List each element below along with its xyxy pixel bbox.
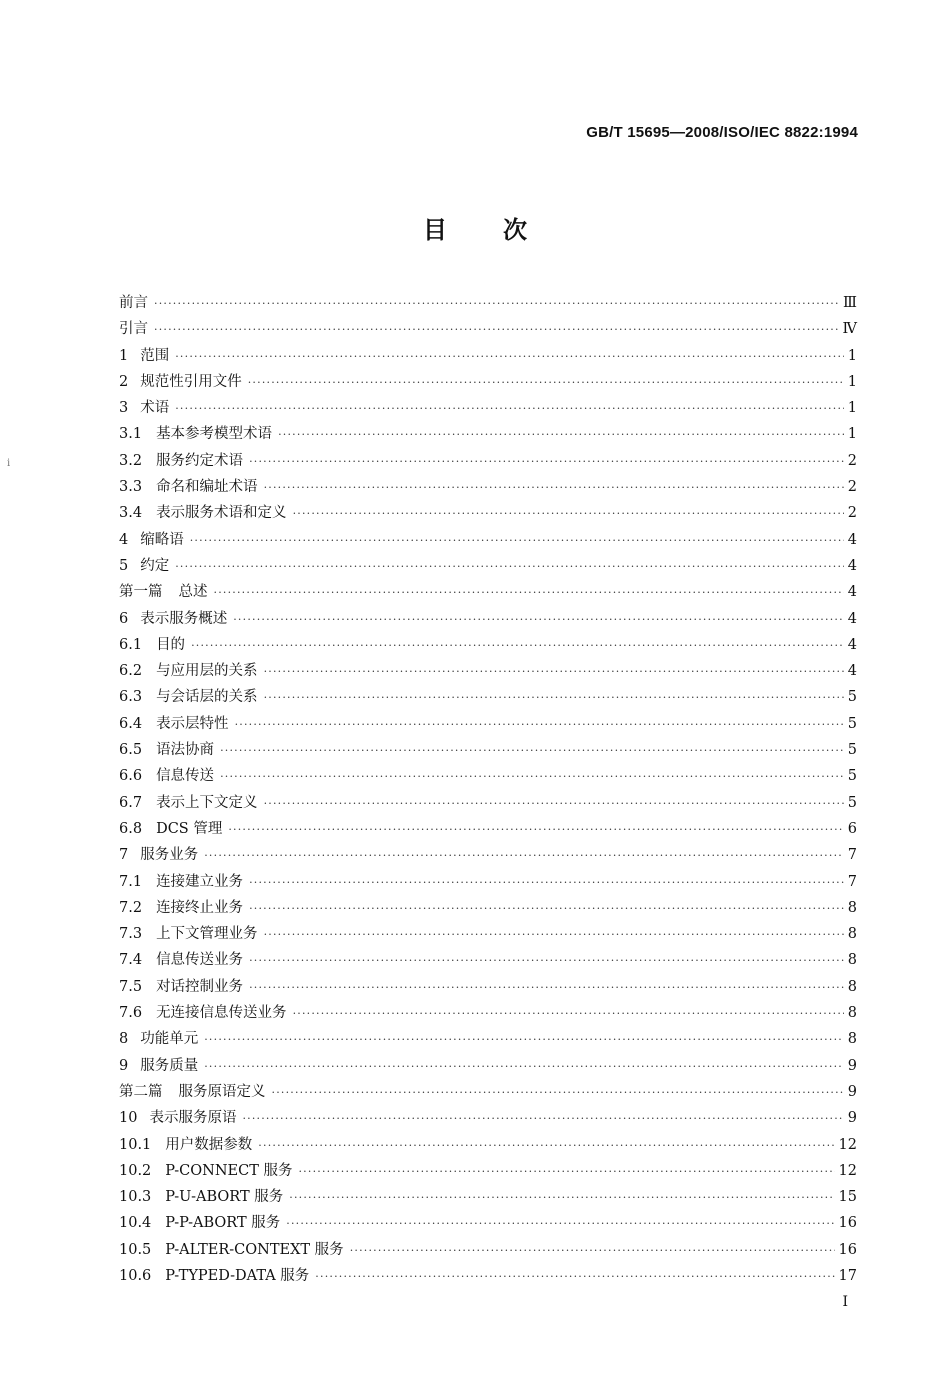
toc-entry-number: 6.6 <box>119 768 143 785</box>
toc-entry-page: Ⅳ <box>842 321 857 338</box>
toc-entry-page: 16 <box>838 1215 857 1232</box>
toc-entry-number: 7.3 <box>119 926 143 943</box>
toc-entry-title: 无连接信息传送业务 <box>156 1005 287 1022</box>
toc-entry[interactable] <box>119 291 857 317</box>
toc-entry-title: DCS 管理 <box>156 820 223 837</box>
toc-entry-number: 2 <box>119 373 129 390</box>
leader-dots <box>204 849 844 862</box>
toc-entry-title: 前言 <box>119 295 148 311</box>
toc-entry[interactable] <box>119 843 857 869</box>
toc-entry[interactable] <box>119 1185 857 1211</box>
toc-entry[interactable] <box>119 817 857 843</box>
toc-entry-page: 8 <box>847 1005 857 1022</box>
toc-entry-title: 命名和编址术语 <box>156 479 258 496</box>
toc-entry-title: 术语 <box>140 400 170 417</box>
toc-entry-number: 10.1 <box>119 1136 152 1153</box>
toc-entry-title: 范围 <box>140 347 170 364</box>
leader-dots <box>204 1033 844 1046</box>
toc-entry-title: 服务业务 <box>140 847 199 864</box>
leader-dots <box>264 691 844 704</box>
leader-dots <box>264 481 844 494</box>
leader-dots <box>220 744 844 757</box>
toc-entry-page: 4 <box>847 531 857 548</box>
toc-entry-number: 10.5 <box>119 1241 152 1258</box>
leader-dots <box>249 876 844 889</box>
leader-dots <box>289 1191 834 1204</box>
toc-entry[interactable] <box>119 344 857 370</box>
leader-dots <box>175 402 844 415</box>
toc-entry-title: 约定 <box>140 557 170 574</box>
toc-entry-title: 总述 <box>178 584 208 601</box>
toc-entry-number: 3.1 <box>119 426 143 443</box>
toc-entry[interactable] <box>119 554 857 580</box>
toc-entry-page: 8 <box>847 952 857 969</box>
toc-entry-title: 上下文管理业务 <box>156 926 258 943</box>
toc-entry-number: 10.6 <box>119 1267 152 1284</box>
toc-entry[interactable] <box>119 1001 857 1027</box>
toc-entry-number: 10 <box>119 1110 138 1127</box>
toc-entry-number: 3.2 <box>119 452 143 469</box>
toc-entry-number: 7.4 <box>119 952 143 969</box>
leader-dots <box>248 376 844 389</box>
toc-entry[interactable] <box>119 607 857 633</box>
toc-entry-page: 7 <box>847 873 857 890</box>
toc-entry-title: 表示服务概述 <box>140 610 228 627</box>
toc-entry-page: Ⅲ <box>843 295 857 311</box>
toc-entry-page: 8 <box>847 899 857 916</box>
toc-entry-page: 2 <box>847 452 857 469</box>
leader-dots <box>264 665 844 678</box>
toc-entry[interactable] <box>119 317 857 343</box>
toc-entry-page: 8 <box>847 978 857 995</box>
toc-entry[interactable] <box>119 712 857 738</box>
toc-entry[interactable] <box>119 870 857 896</box>
toc-entry[interactable] <box>119 791 857 817</box>
toc-entry-number: 10.4 <box>119 1215 152 1232</box>
toc-entry-number: 4 <box>119 531 129 548</box>
toc-entry[interactable] <box>119 1106 857 1132</box>
toc-entry[interactable] <box>119 922 857 948</box>
toc-entry-page: 4 <box>847 610 857 627</box>
toc-entry-title: 连接建立业务 <box>156 873 244 890</box>
toc-entry[interactable] <box>119 1027 857 1053</box>
toc-entry-title: 表示上下文定义 <box>156 794 258 811</box>
leader-dots <box>214 586 844 599</box>
toc-entry-page: 2 <box>847 479 857 496</box>
toc-entry-title: 语法协商 <box>156 742 215 759</box>
toc-entry[interactable] <box>119 764 857 790</box>
leader-dots <box>220 770 844 783</box>
toc-entry-number: 6.8 <box>119 820 143 837</box>
toc-entry-page: 16 <box>838 1241 857 1258</box>
toc-entry-page: 4 <box>847 584 857 601</box>
leader-dots <box>242 1112 843 1125</box>
toc-entry-title: 表示层特性 <box>156 715 229 732</box>
toc-entry-number: 6.1 <box>119 636 143 653</box>
toc-entry-title: 服务约定术语 <box>156 452 244 469</box>
toc-entry-number: 9 <box>119 1057 129 1074</box>
toc-entry-number: 6.5 <box>119 742 143 759</box>
toc-entry[interactable] <box>119 948 857 974</box>
toc-entry-number: 6.2 <box>119 663 143 680</box>
toc-entry-page: 8 <box>847 1031 857 1048</box>
toc-entry-page: 5 <box>847 689 857 706</box>
leader-dots <box>154 297 839 310</box>
toc-entry-number: 3 <box>119 400 129 417</box>
toc-entry-title: P-TYPED-DATA 服务 <box>165 1267 310 1284</box>
toc-entry[interactable] <box>119 633 857 659</box>
leader-dots <box>298 1165 834 1178</box>
leader-dots <box>235 718 844 731</box>
toc-entry[interactable] <box>119 1054 857 1080</box>
leader-dots <box>272 1086 844 1099</box>
toc-entry-page: 9 <box>847 1110 857 1127</box>
toc-entry-title: P-U-ABORT 服务 <box>165 1189 284 1206</box>
toc-entry-title: 信息传送业务 <box>156 952 244 969</box>
toc-entry[interactable] <box>119 1238 857 1264</box>
toc-entry-number: 10.3 <box>119 1189 152 1206</box>
toc-entry[interactable] <box>119 370 857 396</box>
page-title <box>0 210 950 245</box>
leader-dots <box>191 639 844 652</box>
toc-entry-page: 5 <box>847 768 857 785</box>
toc-entry-number: 第二篇 <box>119 1083 163 1100</box>
leader-dots <box>258 1139 834 1152</box>
toc-entry-page: 1 <box>847 426 857 443</box>
toc-entry-page: 12 <box>838 1136 857 1153</box>
toc-entry-page: 9 <box>847 1083 857 1100</box>
toc-entry[interactable] <box>119 685 857 711</box>
toc-entry[interactable] <box>119 449 857 475</box>
toc-entry[interactable] <box>119 1211 857 1237</box>
toc-entry-title: 规范性引用文件 <box>140 373 242 390</box>
toc-entry[interactable] <box>119 1133 857 1159</box>
toc-entry[interactable] <box>119 738 857 764</box>
toc-entry[interactable] <box>119 896 857 922</box>
standard-number-header: GB/T 15695—2008/ISO/IEC 8822:1994 <box>586 124 858 141</box>
toc-entry-title: 用户数据参数 <box>165 1136 253 1153</box>
leader-dots <box>233 613 844 626</box>
leader-dots <box>249 954 844 967</box>
toc-entry-page: 12 <box>838 1162 857 1179</box>
toc-entry-page: 5 <box>847 742 857 759</box>
toc-entry[interactable] <box>119 1080 857 1106</box>
toc-entry-title: P-P-ABORT 服务 <box>165 1215 281 1232</box>
leader-dots <box>315 1270 834 1283</box>
toc-entry[interactable] <box>119 396 857 422</box>
toc-entry-title: 服务质量 <box>140 1057 199 1074</box>
leader-dots <box>293 1007 844 1020</box>
toc-entry-title: 功能单元 <box>140 1031 199 1048</box>
toc-entry-number: 1 <box>119 347 129 364</box>
toc-entry[interactable] <box>119 475 857 501</box>
toc-entry-page: 1 <box>847 400 857 417</box>
toc-entry[interactable] <box>119 501 857 527</box>
toc-entry[interactable] <box>119 1264 857 1290</box>
toc-entry-number: 8 <box>119 1031 129 1048</box>
toc-entry-number: 7.6 <box>119 1005 143 1022</box>
toc-entry-title: 目的 <box>156 636 186 653</box>
toc-entry-page: 1 <box>847 373 857 390</box>
toc-entry-number: 6.3 <box>119 689 143 706</box>
toc-entry[interactable] <box>119 975 857 1001</box>
toc-entry-title: P-ALTER-CONTEXT 服务 <box>165 1241 344 1258</box>
toc-entry-number: 7.2 <box>119 899 143 916</box>
toc-entry-title: 缩略语 <box>140 531 184 548</box>
toc-entry-title: 基本参考模型术语 <box>156 426 273 443</box>
toc-entry-number: 7.1 <box>119 873 143 890</box>
toc-entry-title: 表示服务原语 <box>149 1110 237 1127</box>
toc-entry-page: 7 <box>847 847 857 864</box>
leader-dots <box>249 902 844 915</box>
toc-entry-page: 2 <box>847 505 857 522</box>
toc-entry-number: 10.2 <box>119 1162 152 1179</box>
toc-entry-page: 5 <box>847 794 857 811</box>
table-of-contents <box>119 291 857 1290</box>
toc-entry-number: 6.7 <box>119 794 143 811</box>
toc-entry-page: 1 <box>847 347 857 364</box>
title-char-2: 次 <box>503 215 527 244</box>
toc-entry-page: 8 <box>847 926 857 943</box>
toc-entry-number: 3.4 <box>119 505 143 522</box>
toc-entry-title: 信息传送 <box>156 768 215 785</box>
leader-dots <box>204 1060 844 1073</box>
toc-entry-number: 6.4 <box>119 715 143 732</box>
toc-entry-title: P-CONNECT 服务 <box>165 1162 293 1179</box>
toc-entry[interactable] <box>119 580 857 606</box>
toc-entry-title: 与应用层的关系 <box>156 663 258 680</box>
toc-entry-number: 7.5 <box>119 978 143 995</box>
toc-entry-number: 3.3 <box>119 479 143 496</box>
leader-dots <box>286 1217 834 1230</box>
leader-dots <box>154 323 839 336</box>
toc-entry-title: 对话控制业务 <box>156 978 244 995</box>
toc-entry-number: 第一篇 <box>119 584 163 601</box>
margin-mark: i <box>7 458 11 469</box>
toc-entry[interactable] <box>119 422 857 448</box>
toc-entry[interactable] <box>119 528 857 554</box>
leader-dots <box>264 928 844 941</box>
toc-entry-title: 连接终止业务 <box>156 899 244 916</box>
toc-entry-page: 9 <box>847 1057 857 1074</box>
toc-entry-page: 4 <box>847 636 857 653</box>
leader-dots <box>228 823 843 836</box>
page-number: I <box>842 1294 848 1310</box>
leader-dots <box>190 534 844 547</box>
toc-entry-page: 6 <box>847 820 857 837</box>
toc-entry[interactable] <box>119 659 857 685</box>
toc-entry[interactable] <box>119 1159 857 1185</box>
leader-dots <box>278 428 844 441</box>
leader-dots <box>175 560 844 573</box>
leader-dots <box>264 797 844 810</box>
leader-dots <box>350 1244 835 1257</box>
toc-entry-number: 7 <box>119 847 129 864</box>
leader-dots <box>249 981 844 994</box>
toc-entry-number: 5 <box>119 557 129 574</box>
leader-dots <box>175 350 844 363</box>
leader-dots <box>293 507 844 520</box>
toc-entry-page: 4 <box>847 557 857 574</box>
title-char-1: 目 <box>423 215 447 244</box>
toc-entry-title: 引言 <box>119 321 148 338</box>
toc-entry-title: 服务原语定义 <box>178 1083 266 1100</box>
leader-dots <box>249 455 844 468</box>
toc-entry-page: 4 <box>847 663 857 680</box>
toc-entry-page: 15 <box>838 1189 857 1206</box>
toc-entry-title: 表示服务术语和定义 <box>156 505 287 522</box>
toc-entry-title: 与会话层的关系 <box>156 689 258 706</box>
toc-entry-page: 5 <box>847 715 857 732</box>
toc-entry-number: 6 <box>119 610 129 627</box>
toc-entry-page: 17 <box>838 1267 857 1284</box>
